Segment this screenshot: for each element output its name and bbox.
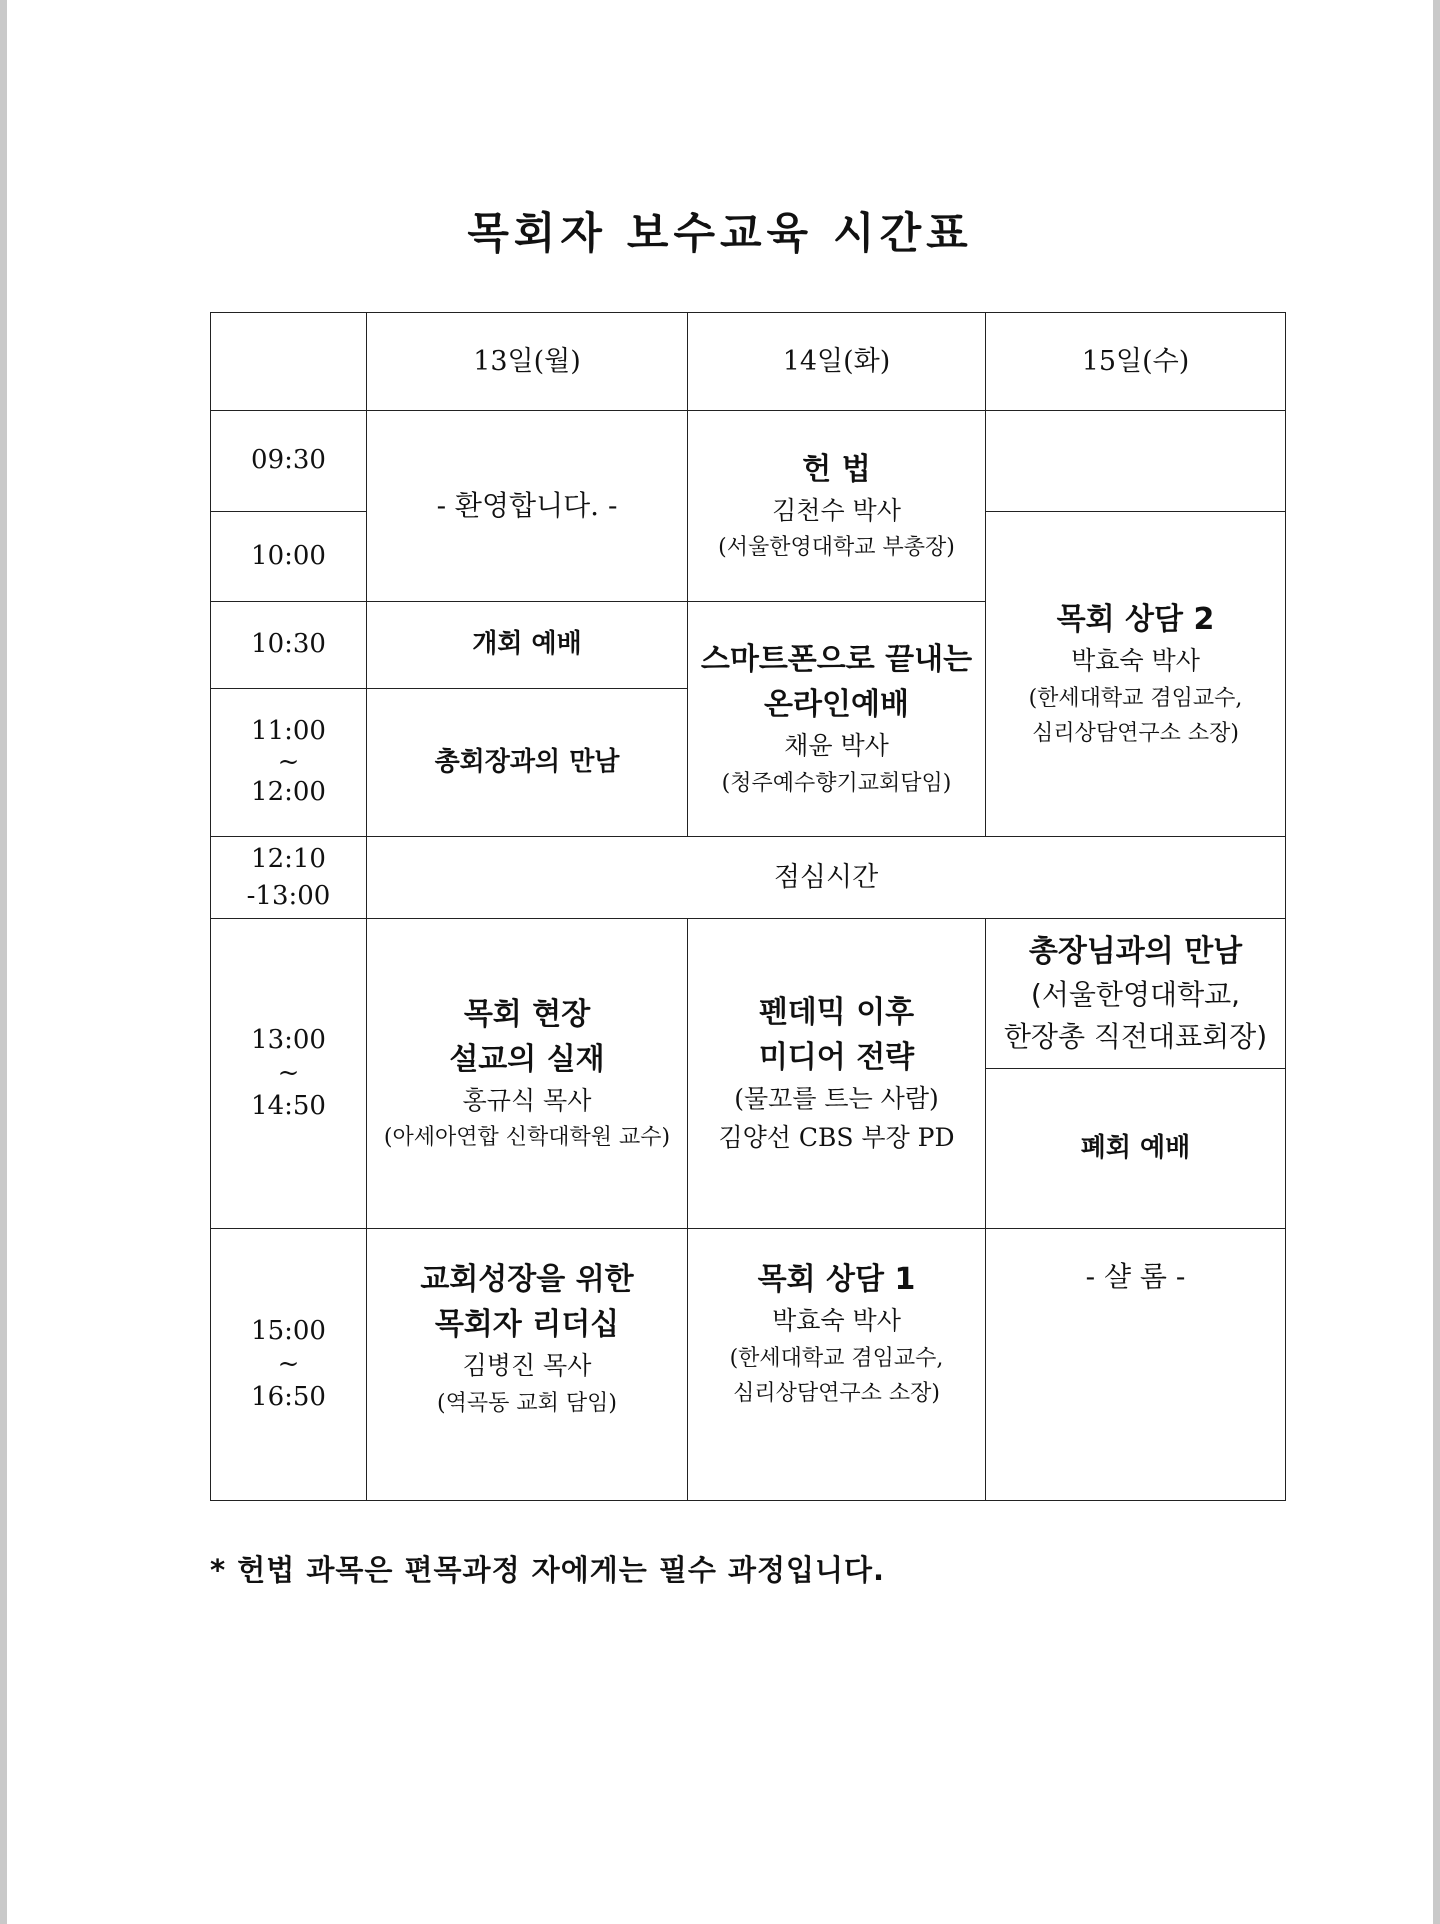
- corner-cell: [211, 313, 367, 411]
- wed-shalom: - 샬 롬 -: [986, 1229, 1286, 1501]
- session-title: 펜데믹 이후: [758, 994, 915, 1030]
- footnote: * 헌법 과목은 편목과정 자에게는 필수 과정입니다.: [210, 1553, 886, 1587]
- session-title: 목회 상담 2: [1056, 601, 1215, 637]
- tue-constitution-session: [688, 411, 986, 602]
- speaker-org: (아세아연합 신학대학원 교수): [383, 1125, 671, 1151]
- tue-smartphone-session: [688, 602, 986, 837]
- document-page: [7, 0, 1433, 1924]
- session-note: (서울한영대학교,: [1030, 978, 1241, 1011]
- day-header-wed: 15일(수): [986, 313, 1286, 411]
- speaker: 김양선 CBS 부장 PD: [718, 1122, 955, 1152]
- tue-counseling-1-session: [688, 1229, 986, 1501]
- speaker: 김천수 박사: [772, 495, 901, 525]
- mon-leadership-session: [367, 1229, 688, 1501]
- day-header-tue: 14일(화): [688, 313, 986, 411]
- wed-empty-cell: [986, 411, 1286, 512]
- lunch-break: 점심시간: [367, 837, 1286, 919]
- tue-media-session: [688, 919, 986, 1229]
- mon-preaching-session: [367, 919, 688, 1229]
- speaker: 채윤 박사: [784, 731, 889, 761]
- mon-opening-worship: 개회 예배: [367, 602, 688, 689]
- day-header-mon: 13일(월): [367, 313, 688, 411]
- speaker-org: (역곡동 교회 담임): [437, 1390, 617, 1416]
- session-subtitle: (물꼬를 트는 사람): [734, 1083, 939, 1113]
- wed-counseling-2-session: [986, 512, 1286, 837]
- time-1500: 15:00 ~ 16:50: [211, 1229, 367, 1501]
- speaker: 박효숙 박사: [1071, 645, 1200, 675]
- page-title: 목회자 보수교육 시간표: [467, 209, 973, 259]
- time-1100: 11:00 ~ 12:00: [211, 689, 367, 837]
- session-title: 총장님과의 만남: [1028, 934, 1243, 969]
- speaker-org: (서울한영대학교 부총장): [718, 535, 955, 561]
- speaker: 김병진 목사: [462, 1351, 592, 1380]
- speaker-org: (한세대학교 겸임교수,: [1028, 685, 1243, 711]
- speaker: 홍규식 목사: [462, 1085, 592, 1115]
- session-title-2: 미디어 전략: [758, 1039, 915, 1075]
- schedule-table: [210, 312, 1286, 1501]
- time-1030: 10:30: [211, 602, 367, 689]
- header-row: [211, 313, 1286, 411]
- session-title: 교회성장을 위한: [420, 1262, 634, 1297]
- speaker: 박효숙 박사: [772, 1306, 901, 1335]
- speaker-org: (한세대학교 겸임교수,: [729, 1345, 944, 1371]
- session-note-2: 한장총 직전대표회장): [1003, 1020, 1268, 1053]
- mon-meeting-president: 총회장과의 만남: [367, 689, 688, 837]
- session-title-2: 목회자 리더십: [434, 1307, 620, 1342]
- time-1300: 13:00 ~ 14:50: [211, 919, 367, 1229]
- time-1000: 10:00: [211, 512, 367, 602]
- mon-welcome: - 환영합니다. -: [367, 411, 688, 602]
- speaker-org: (청주예수향기교회담임): [721, 770, 952, 796]
- session-title-2: 설교의 실재: [449, 1041, 605, 1077]
- time-1210: 12:10 -13:00: [211, 837, 367, 919]
- session-title: 헌 법: [802, 451, 871, 487]
- session-title: 스마트폰으로 끝내는: [700, 642, 973, 678]
- speaker-org: 심리상담연구소 소장): [1032, 720, 1239, 746]
- speaker-org: 심리상담연구소 소장): [733, 1380, 940, 1406]
- wed-closing-worship: 폐회 예배: [986, 1069, 1286, 1229]
- session-title: 목회 상담 1: [757, 1262, 916, 1297]
- wed-meeting-chancellor: [986, 919, 1286, 1069]
- session-title-2: 온라인예배: [764, 687, 909, 723]
- time-0930: 09:30: [211, 411, 367, 512]
- session-title: 목회 현장: [463, 996, 591, 1032]
